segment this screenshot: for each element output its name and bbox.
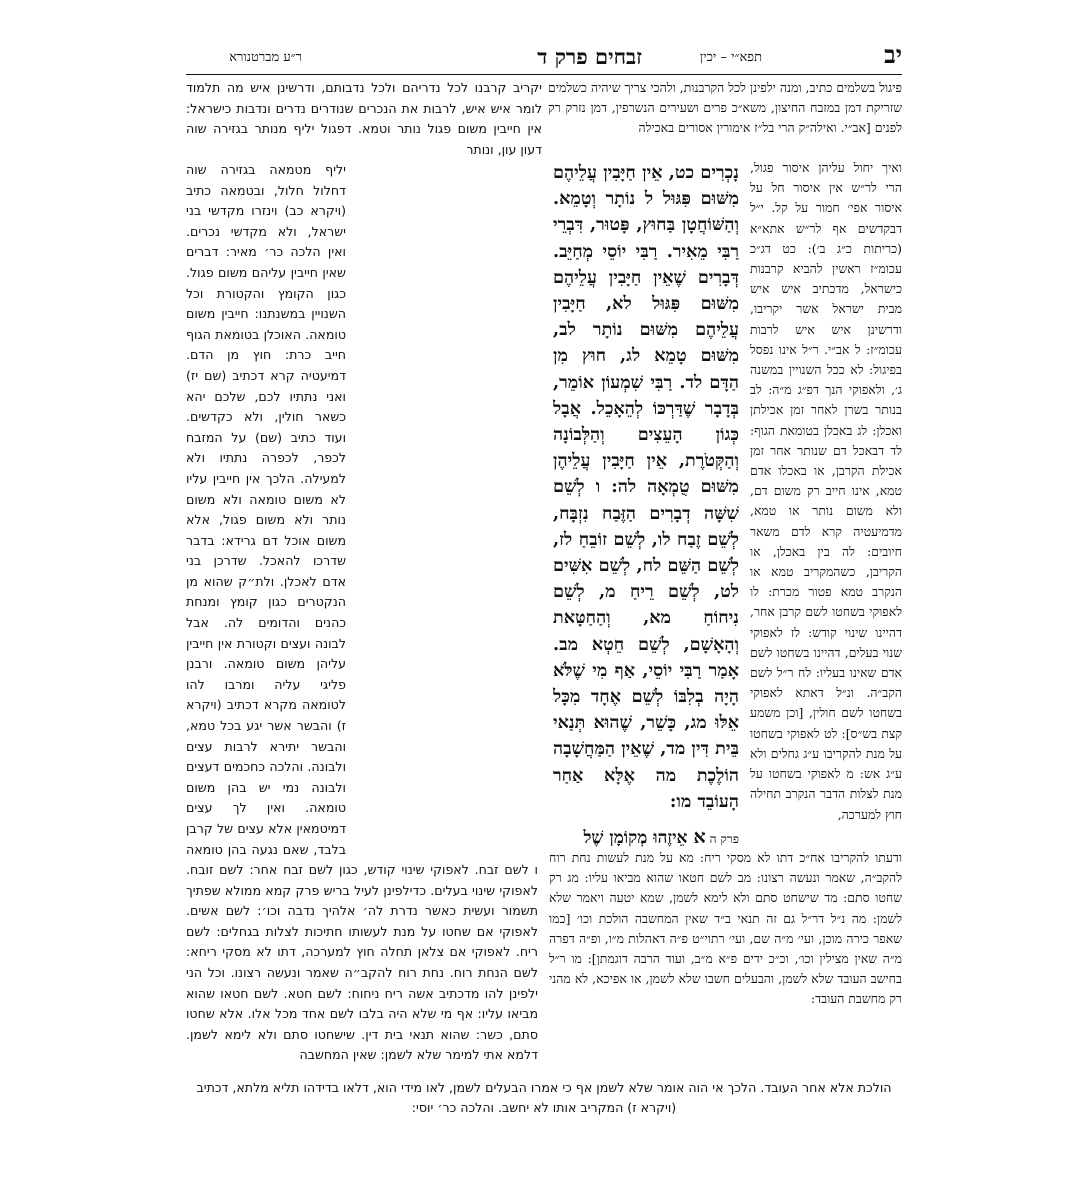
footer-text: הולכת אלא אחר העובד. הלכך אי הוה אומר שלא לשמן אף כי אמרו הבעלים לשמן, לאו מידי הוא, דלאו בדידהו תליא מלתא, דכתיב (ויקרא ז) המקריב אותו לא יחשב. והלכה כר׳ יוסי: xyxy=(196,1080,892,1115)
page-title: זבחים פרק ד xyxy=(537,44,642,69)
tiferet-right-text: ואיך יחול עליהן איסור פגול, הרי לר״ש אין איסור חל על איסור אפי׳ חמור על קל. י״ל דבקדשים אף לר״ש אתא״א (כריתות כ״ג ב׳): כט דג״כ עכומ״ז ראשין להביא קרבנות כישראל, מדכתיב איש איש מבית ישראל אשר יקריבו, ודרשינן איש איש לרבות עכומ״ז: ל אב״י. ר״ל אינו נפסל בפיגול: לא ככל השנויין במשנה ג׳, ולאפוקי הנך דפ״ג מ״ה: לב בנותר בשרן לאחר זמן אכילתן ואכלן: לג באכלן בטומאת הגוף: לד דבאכל דם שנותר אחר זמן אכילת הקרבן, או באכלו אדם טמא, אינו חייב רק משום דם, ולא משום נותר או טמא, מדמיעטיה קרא לדם משאר חיובים: לה בין באכלן, או הקריבן, כשהמקריב טמא או הנקרב טמא פטור מכרת: לו לאפוקי בשחטו לשם קרבן אחר, דהיינו שינוי קודש: לז לאפוקי שנוי בעלים, דהיינו בשחטו לשם אדם שאינו בעליו: לח ר״ל לשם הקב״ה. ונ״ל דאתא לאפוקי בשחטו לשם חולין, [וכן משמע קצת בש״ס]: לט לאפוקי בשחטו על מנת להקריבו ע״ג גחלים ולא ע״ג אש: מ לאפוקי בשחטו על מנת לצלות הדבר הנקרב תחילה חוץ למערכה, xyxy=(750,160,902,822)
rav-top-text: יקריב קרבנו לכל נדריהם ולכל נדבותם, ודרשינן איש מה תלמוד לומר איש איש, לרבות את הנכרים שנודרים נדרים ונדבות כישראל: אין חייבין משום פגול נותר וטמא. דפגול יליף מנותר בגזירה שוה דעון עון, ונותר xyxy=(186,80,542,157)
tiferet-bottom-block xyxy=(549,848,902,1060)
chapter-label: פרק ה xyxy=(709,832,739,846)
rav-top-block xyxy=(186,78,542,160)
rav-left-column xyxy=(186,160,346,860)
chapter-opening-words: אֵיזֶהוּ מְקוֹמָן שֶׁל xyxy=(583,828,688,848)
rav-label: ר״ע מברטנורא xyxy=(229,50,302,65)
footer-text-block xyxy=(186,1078,902,1118)
mishna-column xyxy=(553,160,739,855)
tiferet-label: תפא״י – יכין xyxy=(699,50,762,65)
rav-left-text: יליף מטמאה בגזירה שוה דחלול חלול, ובטמאה כתיב (ויקרא כב) וינזרו מקדשי בני ישראל, ולא מקדשי נכרים. ואין הלכה כר׳ מאיר: דברים שאין חייבין עליהם משום פגול. כגון הקומץ והקטורת וכל השנויין במשנתנו: חייבין משום טומאה. האוכלן בטומאת הגוף חייב כרת: חוץ מן הדם. דמיעטיה קרא דכתיב (שם יז) ואני נתתיו לכם, שלכם יהא כשאר חולין, ולא כקדשים. ועוד כתיב (שם) על המזבח לכפר, לכפרה נתתיו ולא למעילה. הלכך אין חייבין עליו לא משום טומאה ולא משום נותר ולא משום פגול, אלא משום אוכל דם גרידא: בדבר שדרכו להאכל. שדרכן בני אדם לאכלן. ולת״ק שהוא מן הנקטרים כגון קומץ ומנחת כהנים והדומים לה. אבל לבונה ועצים וקטורת אין חייבין עליהן משום טומאה. ורבנן פליגי עליה ומרבו להו לטומאה מקרא דכתיב (ויקרא ז) והבשר אשר יגע בכל טמא, והבשר יתירא לרבות עצים ולבונה. והלכה כחכמים דעצים ולבונה נמי יש בהן משום טומאה. ואין לך עצים דמיטמאין אלא עצים של קרבן בלבד, שאם נגעה בהן טומאה xyxy=(186,162,346,857)
header-divider xyxy=(186,74,902,75)
tiferet-top-text: פיגול בשלמים כתיב, ומנה ילפינן לכל הקרבנות, ולהכי צריך שיהיה כשלמים שזריקת דמן במזבח החיצון, משא״כ פרים ושעירים הנשרפין, דמן נזרק רק לפנים [אב״י. ואילה״ק הרי בל״ז אימורין אסורים באכילה xyxy=(548,80,902,136)
rav-bottom-block xyxy=(186,860,538,1200)
mishna-letter: א xyxy=(693,826,706,848)
mishna-text: נָכְרִים כט, אֵין חַיָּבִין עֲלֵיהֶם מִשּׁוּם פִּגּוּל ל נוֹתָר וְטָמֵא. וְהַשּׁוֹחֲטָן בַּחוּץ, פָּטוּר, דִּבְרֵי רַבִּי מֵאִיר. רַבִּי יוֹסֵי מְחַיֵּב. דְּבָרִים שֶׁאֵין חַיָּבִין עֲלֵיהֶם מִשּׁוּם פִּגּוּל לא, חַיָּבִין עֲלֵיהֶם מִשּׁוּם נוֹתָר לב, מִשּׁוּם טָמֵא לג, חוּץ מִן הַדָּם לד. רַבִּי שִׁמְעוֹן אוֹמֵר, בְּדָבָר שֶׁדַּרְכּוֹ לְהֵאָכֵל. אֲבָל כְּגוֹן הָעֵצִים וְהַלְּבוֹנָה וְהַקְּטֹרֶת, אֵין חַיָּבִין עֲלֵיהֶן מִשּׁוּם טֻמְאָה לה: ו לְשֵׁם שִׁשָּׁה דְבָרִים הַזֶּבַח נִזְבָּח, לְשֵׁם זֶבַח לו, לְשֵׁם זוֹבֵחַ לז, לְשֵׁם הַשֵּׁם לח, לְשֵׁם אִשִּׁים לט, לְשֵׁם רֵיחַ מ, לְשֵׁם נִיחוֹחַ מא, וְהַחַטָּאת וְהָאָשָׁם, לְשֵׁם חֵטְא מב. אָמַר רַבִּי יוֹסֵי, אַף מִי שֶׁלֹּא הָיָה בְלִבּוֹ לְשֵׁם אֶחָד מִכָּל אֵלּוּ מג, כָּשֵׁר, שֶׁהוּא תְּנַאי בֵּית דִּין מד, שֶׁאֵין הַמַּחֲשָׁבָה הוֹלֶכֶת מה אֶלָּא אַחַר הָעוֹבֵד מו: xyxy=(553,162,739,812)
tiferet-bottom-text: ודעתו להקריבו אח״כ דתו לא מסקי ריח: מא על מנת לעשות נחת רוח להקב״ה, שאמר ונעשה רצונו: מב לשם חטאו שהוא מביאו עליו: מג רק שחטו סתם: מד שישחט סתם ולא לימא לשמן, שמא יטעה ויאמר שלא לשמן: מה נ״ל דר״ל גם זה תנאי ב״ד שאין המחשבה הולכת וכו׳ [כמו שאפר כירה מוכן, ועי׳ מ״ה שם, ועי׳ רתוי״ט פ״ה דאהלות מ״ו, ופ״ה דפרה מ״ה שאין מצילין וכו׳, וכ״כ ידים פ״א מ״ב, ועוד הרבה דוגמתן]: מו ר״ל בחישב העובד שלא לשמן, והבעלים חשבו שלא לשמן, או אפיכא, לא מהני רק מחשבת העובד: xyxy=(549,850,902,1007)
chapter-start xyxy=(553,826,739,852)
tiferet-right-column xyxy=(750,158,902,848)
page-header xyxy=(186,40,902,72)
tiferet-top-block xyxy=(548,78,902,160)
rav-bottom-text: ו לשם זבח. לאפוקי שינוי קודש, כגון לשם זבח אחר: לשם זובח. לאפוקי שינוי בעלים. כדילפינן לעיל בריש פרק קמא ממולא שפתיך תשמור ועשית כאשר נדרת לה׳ אלהיך נדבה וכו׳: לשם אשים. לאפוקי אם שחטו על מנת לעשותו חתיכות לצלות בגחלים: לשם ריח. לאפוקי אם צלאן תחלה חוץ למערכה, דתו לא מסקי ריחא: לשם הנחת רוח. נחת רוח להקב״ה שאמר ונעשה רצונו. וכל הני ילפינן להו מדכתיב אשה ריח ניחוח: לשם חטא. לשם חטאו שהוא מביאו עליו: אף מי שלא היה בלבו לשם אחד מכל אלו. אלא שחטו סתם, כשר: שהוא תנאי בית דין. שישחטו סתם ולא לימא לשמן. דלמא אתי למימר שלא לשמן: שאין המחשבה xyxy=(186,862,538,1063)
page-number: יב xyxy=(884,40,902,69)
